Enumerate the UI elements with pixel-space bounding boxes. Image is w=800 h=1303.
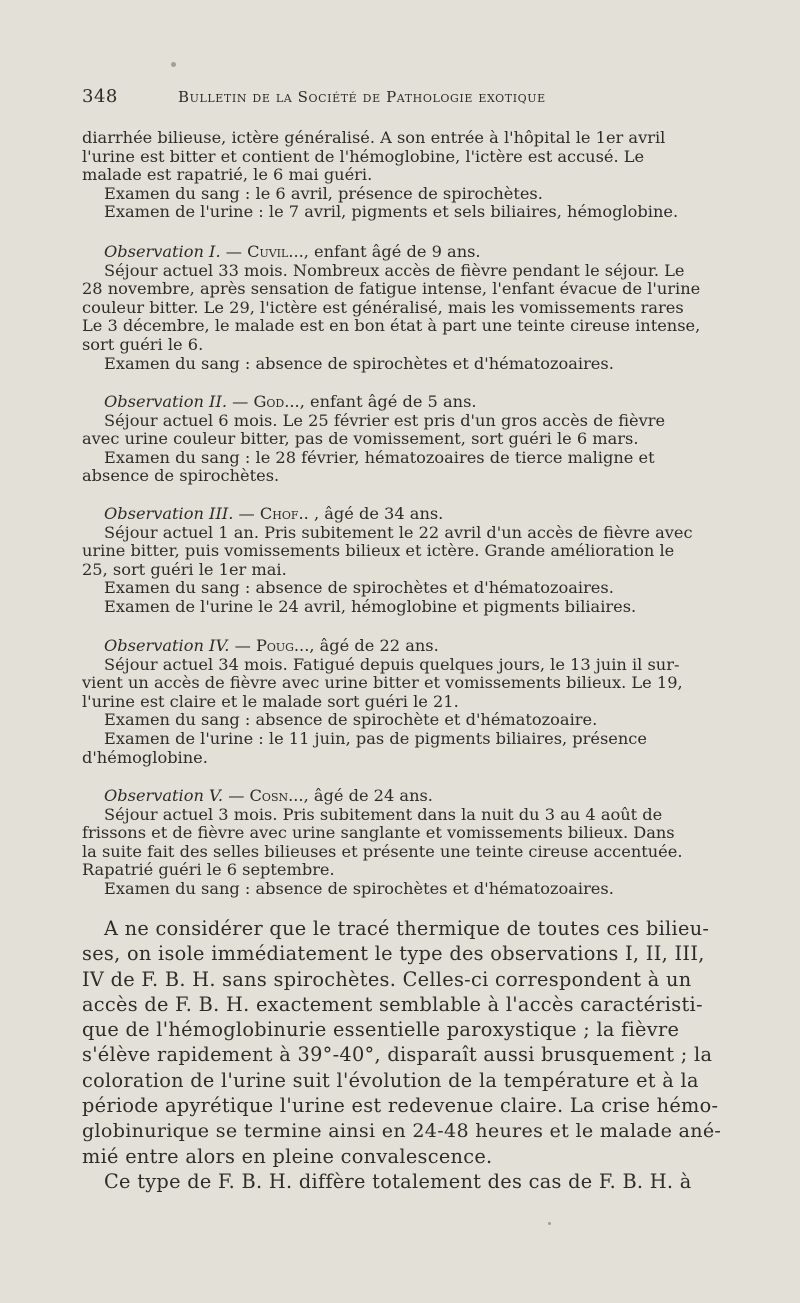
patient-name: Cuvil...: [247, 242, 304, 261]
text-line: Le 3 décembre, le malade est en bon état à part une teinte cireuse intense,: [82, 316, 701, 336]
patient-info: , âgé de 34 ans.: [308, 504, 444, 523]
text-line: l'urine est bitter et contient de l'hémoglobine, l'ictère est accusé. Le: [82, 146, 645, 166]
text-line: mié entre alors en pleine convalescence.: [82, 1144, 493, 1168]
text-line: 25, sort guéri le 1er mai.: [82, 559, 287, 579]
observation-heading: Observation III. — Chof.. , âgé de 34 ans.: [104, 504, 444, 523]
patient-info: , enfant âgé de 9 ans.: [303, 242, 481, 261]
text-line: Examen de l'urine le 24 avril, hémoglobine et pigments biliaires.: [104, 596, 637, 616]
observation-label: Observation I.: [104, 242, 221, 261]
text-line: Séjour actuel 1 an. Pris subitement le 22 avril d'un accès de fièvre avec: [104, 522, 693, 542]
page-number: 348: [82, 86, 118, 107]
text-line: avec urine couleur bitter, pas de vomissement, sort guéri le 6 mars.: [82, 429, 639, 449]
patient-name: Cosn...: [249, 786, 304, 805]
text-line: la suite fait des selles bilieuses et présente une teinte cireuse accentuée.: [82, 841, 683, 861]
print-speck: [171, 62, 176, 67]
running-title: Bulletin de la Société de Pathologie exotique: [178, 88, 546, 106]
text-line: ses, on isole immédiatement le type des observations I, II, III,: [82, 942, 705, 966]
text-line: d'hémoglobine.: [82, 747, 208, 767]
text-line: période apyrétique l'urine est redevenue claire. La crise hémo-: [82, 1094, 719, 1118]
observation-heading: Observation V. — Cosn..., âgé de 24 ans.: [104, 786, 433, 805]
print-speck: [548, 1222, 551, 1225]
text-line: l'urine est claire et le malade sort guéri le 21.: [82, 691, 459, 711]
text-line: absence de spirochètes.: [82, 466, 280, 486]
observation-1: [82, 243, 718, 373]
patient-name: Chof..: [259, 504, 309, 523]
text-line: s'élève rapidement à 39°-40°, disparaît aussi brusquement ; la: [82, 1043, 713, 1067]
text-line: Examen du sang : le 28 février, hématozoaires de tierce maligne et: [104, 447, 655, 467]
text-line: Examen du sang : absence de spirochètes et d'hématozoaires.: [104, 578, 614, 598]
observation-heading: Observation IV. — Poug..., âgé de 22 ans.: [104, 636, 439, 655]
text-line: malade est rapatrié, le 6 mai guéri.: [82, 165, 373, 185]
patient-name: God...: [253, 392, 300, 411]
patient-name: Poug...: [255, 636, 310, 655]
text-line: Ce type de F. B. H. diffère totalement des cas de F. B. H. à: [104, 1169, 692, 1193]
text-line: Examen du sang : le 6 avril, présence de spirochètes.: [104, 183, 543, 203]
text-line: Examen de l'urine : le 7 avril, pigments et sels biliaires, hémoglobine.: [104, 202, 679, 222]
observation-label: Observation III.: [104, 504, 234, 523]
text-line: Examen du sang : absence de spirochètes et d'hématozoaires.: [104, 353, 614, 373]
text-line: urine bitter, puis vomissements bilieux et ictère. Grande amélioration le: [82, 541, 675, 561]
observation-4: [82, 637, 718, 767]
patient-info: , âgé de 22 ans.: [309, 636, 439, 655]
observation-3: [82, 505, 718, 617]
page-header: [82, 86, 722, 110]
text-line: Séjour actuel 6 mois. Le 25 février est pris d'un gros accès de fièvre: [104, 410, 666, 430]
intro-block: [82, 129, 718, 222]
observation-heading: Observation II. — God..., enfant âgé de 5 ans.: [104, 392, 477, 411]
observation-label: Observation V.: [104, 786, 224, 805]
observation-label: Observation IV.: [104, 636, 230, 655]
text-line: Examen de l'urine : le 11 juin, pas de pigments biliaires, présence: [104, 728, 647, 748]
text-line: accès de F. B. H. exactement semblable à l'accès caractéristi-: [82, 992, 703, 1016]
observation-2: [82, 393, 718, 486]
text-line: Séjour actuel 3 mois. Pris subitement dans la nuit du 3 au 4 août de: [104, 804, 663, 824]
text-line: que de l'hémoglobinurie essentielle paroxystique ; la fièvre: [82, 1018, 680, 1042]
text-line: 28 novembre, après sensation de fatigue intense, l'enfant évacue de l'urine: [82, 279, 701, 299]
text-line: Rapatrié guéri le 6 septembre.: [82, 860, 335, 880]
main-paragraph: [82, 916, 722, 1194]
text-line: sort guéri le 6.: [82, 334, 204, 354]
text-line: vient un accès de fièvre avec urine bitter et vomissements bilieux. Le 19,: [82, 673, 683, 693]
observation-5: [82, 787, 718, 899]
text-line: IV de F. B. H. sans spirochètes. Celles-ci correspondent à un: [82, 967, 692, 991]
text-line: diarrhée bilieuse, ictère généralisé. A son entrée à l'hôpital le 1er avril: [82, 128, 666, 147]
text-line: frissons et de fièvre avec urine sanglante et vomissements bilieux. Dans: [82, 823, 675, 843]
text-line: A ne considérer que le tracé thermique de toutes ces bilieu-: [104, 917, 710, 940]
patient-info: , âgé de 24 ans.: [303, 786, 433, 805]
text-line: Examen du sang : absence de spirochète et d'hématozoaire.: [104, 710, 598, 730]
text-line: couleur bitter. Le 29, l'ictère est généralisé, mais les vomissements rares: [82, 297, 684, 317]
text-line: globinurique se termine ainsi en 24-48 heures et le malade ané-: [82, 1119, 722, 1143]
text-line: Examen du sang : absence de spirochètes et d'hématozoaires.: [104, 878, 614, 898]
text-line: Séjour actuel 34 mois. Fatigué depuis quelques jours, le 13 juin il sur-: [104, 654, 680, 674]
observation-heading: Observation I. — Cuvil..., enfant âgé de 9 ans.: [104, 242, 481, 261]
observation-label: Observation II.: [104, 392, 227, 411]
text-line: Séjour actuel 33 mois. Nombreux accès de fièvre pendant le séjour. Le: [104, 260, 685, 280]
text-line: coloration de l'urine suit l'évolution de la température et à la: [82, 1068, 699, 1092]
patient-info: , enfant âgé de 5 ans.: [299, 392, 477, 411]
